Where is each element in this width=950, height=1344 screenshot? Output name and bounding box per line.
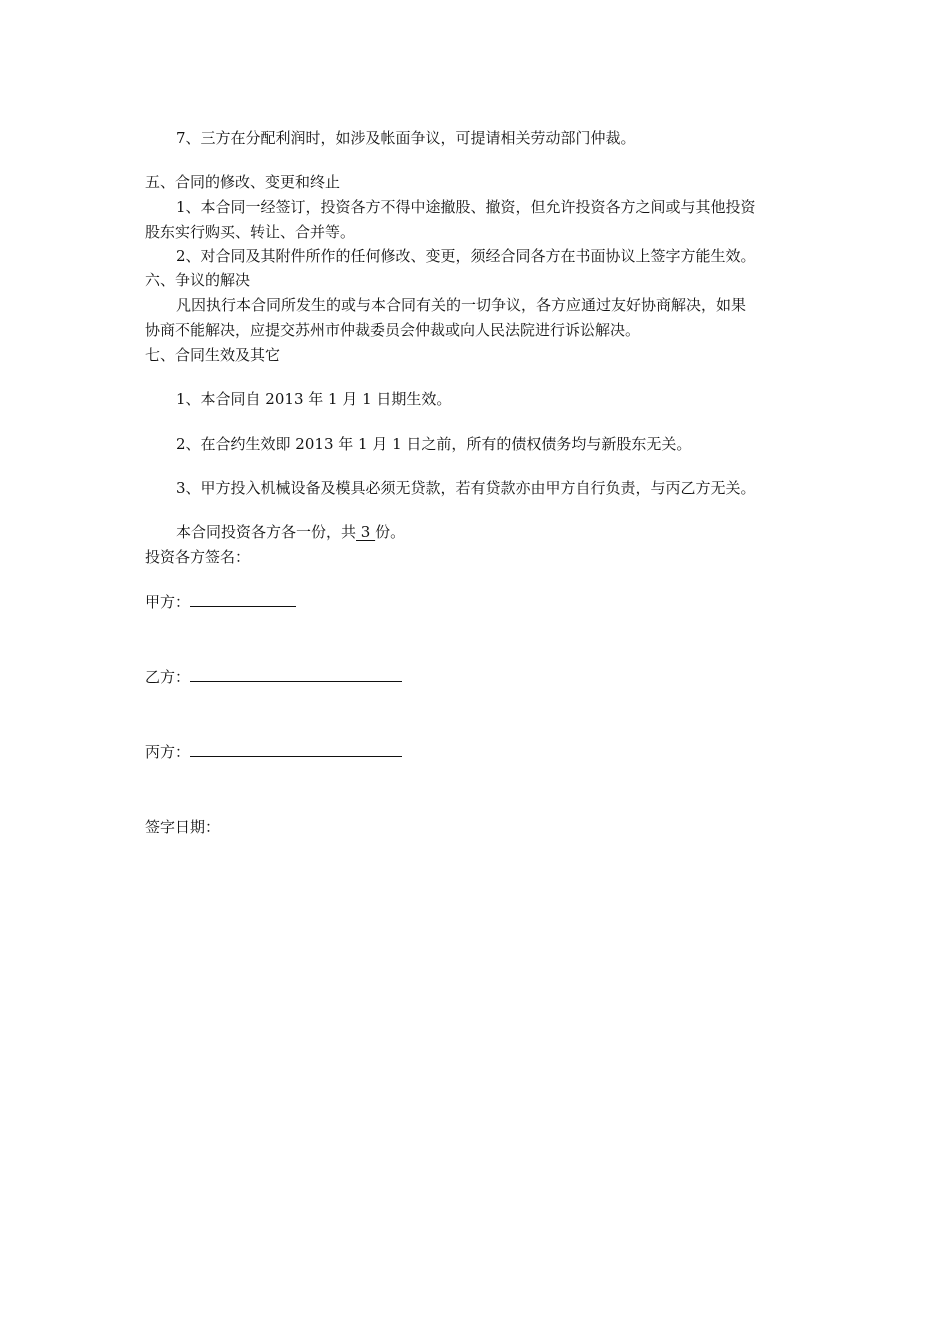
signing-date-label: 签字日期： xyxy=(145,818,221,836)
section-5-item-1-line-1: 1、本合同一经签订，投资各方不得中途撤股、撤资，但允许投资各方之间或与其他投资 xyxy=(176,198,756,216)
copies-statement xyxy=(176,520,816,544)
section-7-item-2: 2、在合约生效即 2013 年 1 月 1 日之前，所有的债权债务均与新股东无关。 xyxy=(176,435,692,453)
party-c-signature-line[interactable] xyxy=(190,742,402,757)
section-6-paragraph-line-1: 凡因执行本合同所发生的或与本合同有关的一切争议，各方应通过友好协商解决，如果 xyxy=(176,296,747,314)
section-7-item-1: 1、本合同自 2013 年 1 月 1 日期生效。 xyxy=(176,390,452,408)
copies-prefix: 本合同投资各方各一份，共 xyxy=(176,523,357,541)
party-c-signature-row xyxy=(145,740,815,764)
section-6-heading: 六、争议的解决 xyxy=(145,271,251,289)
party-a-label: 甲方： xyxy=(145,593,191,611)
section-5-item-2: 2、对合同及其附件所作的任何修改、变更，须经合同各方在书面协议上签字方能生效。 xyxy=(176,247,756,265)
section-6-paragraph-line-2: 协商不能解决，应提交苏州市仲裁委员会仲裁或向人民法院进行诉讼解决。 xyxy=(145,321,641,339)
party-a-signature-line[interactable] xyxy=(190,592,296,607)
party-c-label: 丙方： xyxy=(145,743,191,761)
party-b-signature-line[interactable] xyxy=(190,667,402,682)
copies-suffix: 份。 xyxy=(375,523,406,541)
clause-4-item-7: 7、三方在分配利润时，如涉及帐面争议，可提请相关劳动部门仲裁。 xyxy=(176,129,636,147)
section-5-heading: 五、合同的修改、变更和终止 xyxy=(145,173,341,191)
section-7-item-3: 3、甲方投入机械设备及模具必须无贷款，若有贷款亦由甲方自行负责，与丙乙方无关。 xyxy=(176,479,756,497)
party-b-signature-row xyxy=(145,665,815,689)
section-5-item-1-line-2: 股东实行购买、转让、合并等。 xyxy=(145,223,356,241)
signatures-heading: 投资各方签名： xyxy=(145,548,251,566)
party-b-label: 乙方： xyxy=(145,668,191,686)
party-a-signature-row xyxy=(145,590,815,614)
copies-count: 3 xyxy=(356,523,376,541)
section-7-heading: 七、合同生效及其它 xyxy=(145,346,281,364)
